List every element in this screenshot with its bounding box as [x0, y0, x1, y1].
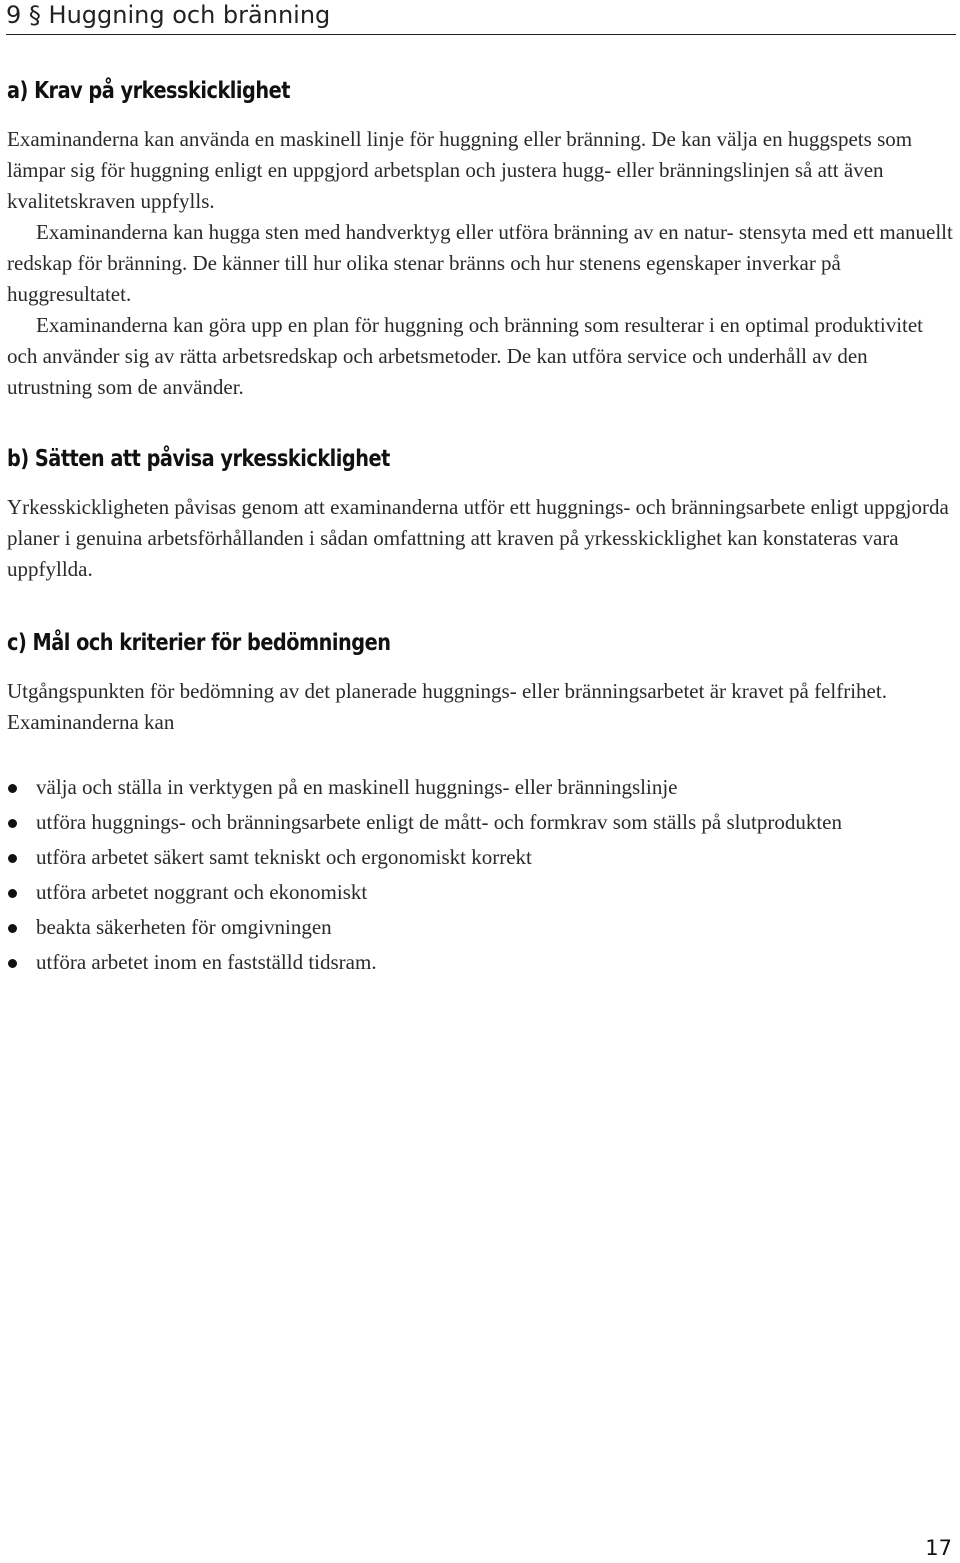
section-a-paragraph: Examinanderna kan hugga sten med handverktyg eller utföra bränning av en natur- stensyta med ett manuellt redskap för bränning. De känner till hur olika stenar bränns och hur stenens egenskaper inverkar på huggresultatet.	[7, 220, 953, 306]
bullet-icon	[8, 889, 17, 898]
list-item	[7, 842, 937, 873]
list-item	[7, 772, 937, 803]
list-item-text: välja och ställa in verktygen på en maskinell huggnings- eller bränningslinje	[36, 775, 678, 799]
bullet-icon	[8, 924, 17, 933]
section-b-heading: b) Sätten att påvisa yrkesskicklighet	[7, 446, 390, 472]
criteria-list	[7, 772, 937, 982]
list-item-text: beakta säkerheten för omgivningen	[36, 915, 332, 939]
list-item	[7, 807, 937, 838]
list-item-text: utföra arbetet säkert samt tekniskt och ergonomiskt korrekt	[36, 845, 532, 869]
list-item-text: utföra arbetet noggrant och ekonomiskt	[36, 880, 368, 904]
section-a-heading: a) Krav på yrkesskicklighet	[7, 78, 290, 104]
section-a-body	[7, 124, 953, 403]
list-item	[7, 877, 937, 908]
list-item	[7, 947, 937, 978]
page-header-title: 9 § Huggning och bränning	[6, 1, 331, 29]
page-header	[6, 0, 956, 35]
bullet-icon	[8, 854, 17, 863]
bullet-icon	[8, 959, 17, 968]
bullet-icon	[8, 784, 17, 793]
list-item-text: utföra huggnings- och bränningsarbete enligt de mått- och formkrav som ställs på slutprodukten	[36, 810, 842, 834]
section-a-paragraph: Examinanderna kan göra upp en plan för huggning och bränning som resulterar i en optimal produktivitet och använder sig av rätta arbetsredskap och arbetsmetoder. De kan utföra service och underhåll av den utrustning som de använder.	[7, 313, 924, 399]
section-c-intro	[7, 676, 953, 738]
section-a-paragraph: Examinanderna kan använda en maskinell linje för huggning eller bränning. De kan välja en huggspets som lämpar sig för huggning enligt en uppgjord arbetsplan och justera hugg- eller bränningslinjen så att även kvalitetskraven uppfylls.	[7, 127, 913, 213]
bullet-icon	[8, 819, 17, 828]
section-b-body	[7, 492, 953, 585]
section-c-intro-text: Utgångspunkten för bedömning av det planerade huggnings- eller bränningsarbetet är kravet på felfrihet. Examinanderna kan	[7, 679, 887, 734]
list-item	[7, 912, 937, 943]
section-b-paragraph: Yrkesskickligheten påvisas genom att examinanderna utför ett huggnings- och bränningsarbete enligt uppgjorda planer i genuina arbetsförhållanden i sådan omfattning att kraven på yrkesskicklighet kan konstateras vara uppfyllda.	[7, 495, 949, 581]
section-c-heading: c) Mål och kriterier för bedömningen	[7, 630, 391, 656]
list-item-text: utföra arbetet inom en fastställd tidsram.	[36, 950, 377, 974]
page-number: 17	[925, 1536, 952, 1560]
